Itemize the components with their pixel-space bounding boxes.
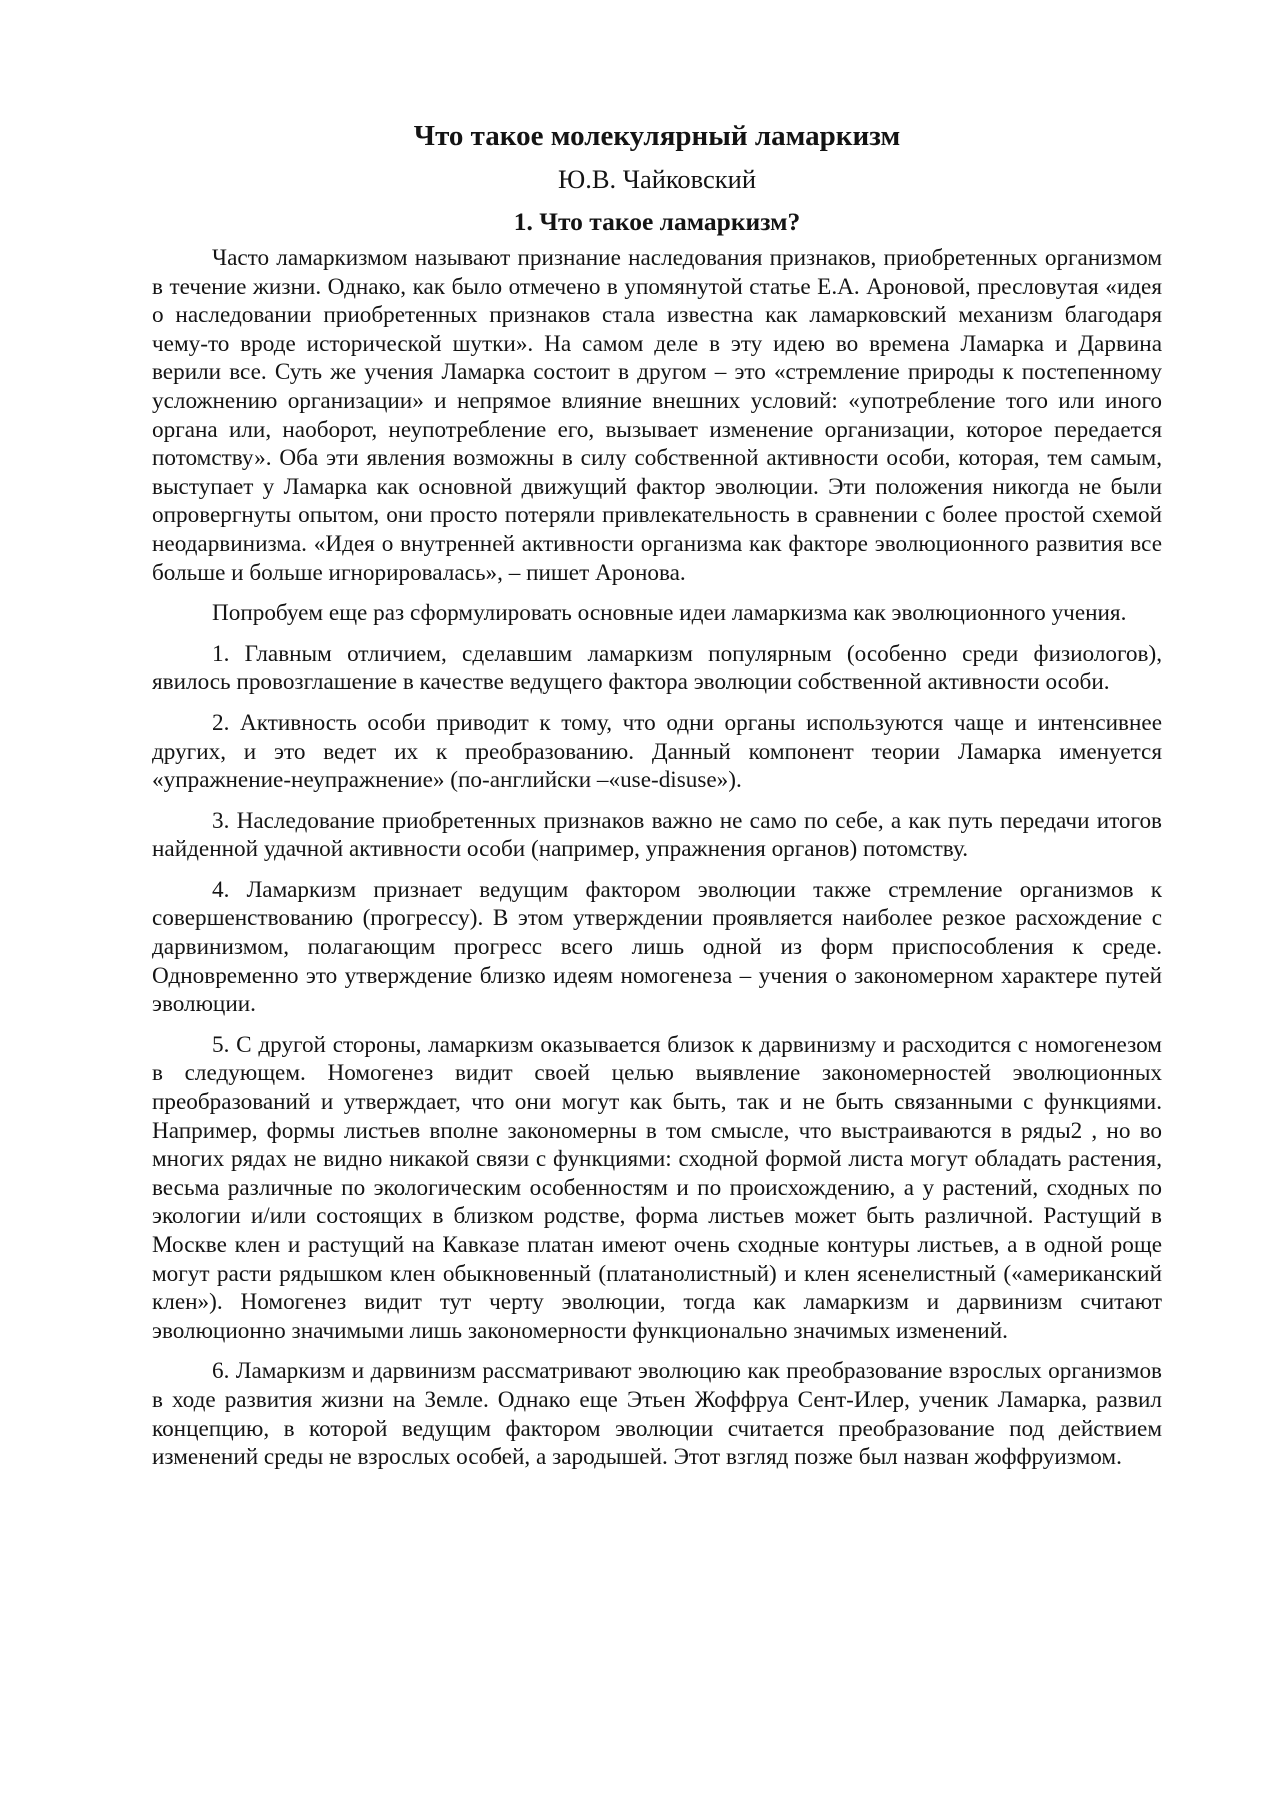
- paragraph-point-2: 2. Активность особи приводит к тому, что одни органы используются чаще и интенсивнее других, и это ведет их к преобразованию. Данный компонент теории Ламарка именуется «упражнение-неупражнение» (по-английски –«use-disuse»).: [152, 709, 1162, 794]
- paragraph-point-5: 5. С другой стороны, ламаркизм оказывается близок к дарвинизму и расходится с номогенезом в следующем. Номогенез видит своей целью выявление закономерностей эволюционных преобразований и утверждает, что они могут как быть, так и не быть связанными с функциями. Например, формы листьев вполне закономерны в том смысле, что выстраиваются в ряды2 , но во многих рядах не видно никакой связи с функциями: сходной формой листа могут обладать растения, весьма различные по экологическим особенностям и по происхождению, а у растений, сходных по экологии и/или состоящих в близком родстве, форма листьев может быть различной. Растущий в Москве клен и растущий на Кавказе платан имеют очень сходные контуры листьев, а в одной роще могут расти рядышком клен обыкновенный (платанолистный) и клен ясенелистный («американский клен»). Номогенез видит тут черту эволюции, тогда как ламаркизм и дарвинизм считают эволюционно значимыми лишь закономерности функционально значимых изменений.: [152, 1031, 1162, 1344]
- document-page: [152, 118, 1162, 1484]
- paragraph-formulation: Попробуем еще раз сформулировать основные идеи ламаркизма как эволюционного учения.: [212, 600, 1127, 627]
- document-author: Ю.В. Чайковский: [557, 164, 757, 194]
- paragraph-intro: Часто ламаркизмом называют признание наследования признаков, приобретенных организмом в течение жизни. Однако, как было отмечено в упомянутой статье Е.А. Ароновой, пресловутая «идея о наследовании приобретенных признаков стала известна как ламарковский механизм благодаря чему-то вроде исторической шутки». На самом деле в эту идею во времена Ламарка и Дарвина верили все. Суть же учения Ламарка состоит в другом – это «стремление природы к постепенному усложнению организации» и непрямое влияние внешних условий: «употребление того или иного органа или, наоборот, неупотребление его, вызывает изменение организации, которое передается потомству». Оба эти явления возможны в силу собственной активности особи, которая, тем самым, выступает у Ламарка как основной движущий фактор эволюции. Эти положения никогда не были опровергнуты опытом, они просто потеряли привлекательность в сравнении с более простой схемой неодарвинизма. «Идея о внутренней активности организма как факторе эволюционного развития все больше и больше игнорировалась», – пишет Аронова.: [152, 245, 1162, 586]
- document-title: Что такое молекулярный ламаркизм: [413, 120, 901, 152]
- paragraph-point-6: 6. Ламаркизм и дарвинизм рассматривают эволюцию как преобразование взрослых организмов в ходе развития жизни на Земле. Однако еще Этьен Жоффруа Сент-Илер, ученик Ламарка, развил концепцию, в которой ведущим фактором эволюции считается преобразование под действием изменений среды не взрослых особей, а зародышей. Этот взгляд позже был назван жоффруизмом.: [152, 1358, 1162, 1471]
- paragraph-point-1: 1. Главным отличием, сделавшим ламаркизм популярным (особенно среди физиологов), явилось провозглашение в качестве ведущего фактора эволюции собственной активности особи.: [152, 640, 1162, 696]
- paragraph-point-3: 3. Наследование приобретенных признаков важно не само по себе, а как путь передачи итогов найденной удачной активности особи (например, упражнения органов) потомству.: [152, 807, 1162, 863]
- paragraph-point-4: 4. Ламаркизм признает ведущим фактором эволюции также стремление организмов к совершенствованию (прогрессу). В этом утверждении проявляется наиболее резкое расхождение с дарвинизмом, полагающим прогресс всего лишь одной из форм приспособления к среде. Одновременно это утверждение близко идеям номогенеза – учения о закономерном характере путей эволюции.: [152, 876, 1162, 1018]
- section-heading: 1. Что такое ламаркизм?: [513, 207, 801, 236]
